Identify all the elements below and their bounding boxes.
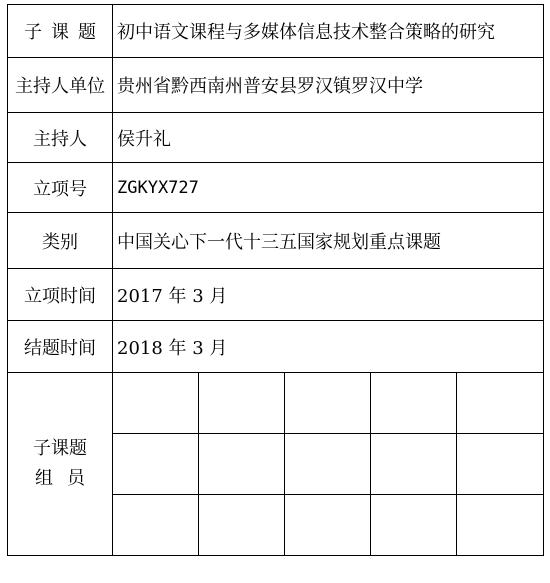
host-unit-value: 贵州省黔西南州普安县罗汉镇罗汉中学	[113, 58, 544, 113]
host-unit-label: 主持人单位	[8, 58, 113, 113]
member-cell[interactable]	[457, 495, 544, 556]
member-cell[interactable]	[113, 434, 199, 495]
completion-date-label: 结题时间	[8, 321, 113, 373]
row-category	[8, 213, 544, 269]
row-host	[8, 113, 544, 163]
member-cell[interactable]	[371, 495, 457, 556]
member-cell[interactable]	[113, 495, 199, 556]
project-number-value: ZGKYX727	[113, 163, 544, 213]
member-cell[interactable]	[199, 495, 285, 556]
sub-topic-label: 子课题	[8, 5, 113, 58]
member-cell[interactable]	[457, 373, 544, 434]
members-label-line2: 组员	[35, 468, 99, 489]
row-project-number	[8, 163, 544, 213]
members-row	[8, 373, 544, 434]
host-label: 主持人	[8, 113, 113, 163]
row-host-unit	[8, 58, 544, 113]
member-cell[interactable]	[199, 434, 285, 495]
member-cell[interactable]	[113, 373, 199, 434]
member-cell[interactable]	[199, 373, 285, 434]
members-label	[8, 373, 113, 556]
row-sub-topic	[8, 5, 544, 58]
category-label: 类别	[8, 213, 113, 269]
sub-topic-value: 初中语文课程与多媒体信息技术整合策略的研究	[113, 5, 544, 58]
member-cell[interactable]	[371, 373, 457, 434]
row-approval-date	[8, 269, 544, 321]
approval-date-value: 2017 年 3 月	[113, 269, 544, 321]
member-cell[interactable]	[371, 434, 457, 495]
members-label-line1: 子课题	[33, 438, 87, 459]
category-value: 中国关心下一代十三五国家规划重点课题	[113, 213, 544, 269]
member-cell[interactable]	[285, 434, 371, 495]
member-cell[interactable]	[285, 495, 371, 556]
host-value: 侯升礼	[113, 113, 544, 163]
approval-date-label: 立项时间	[8, 269, 113, 321]
member-cell[interactable]	[457, 434, 544, 495]
row-completion-date	[8, 321, 544, 373]
project-number-label: 立项号	[8, 163, 113, 213]
completion-date-value: 2018 年 3 月	[113, 321, 544, 373]
project-info-table	[7, 4, 544, 556]
member-cell[interactable]	[285, 373, 371, 434]
